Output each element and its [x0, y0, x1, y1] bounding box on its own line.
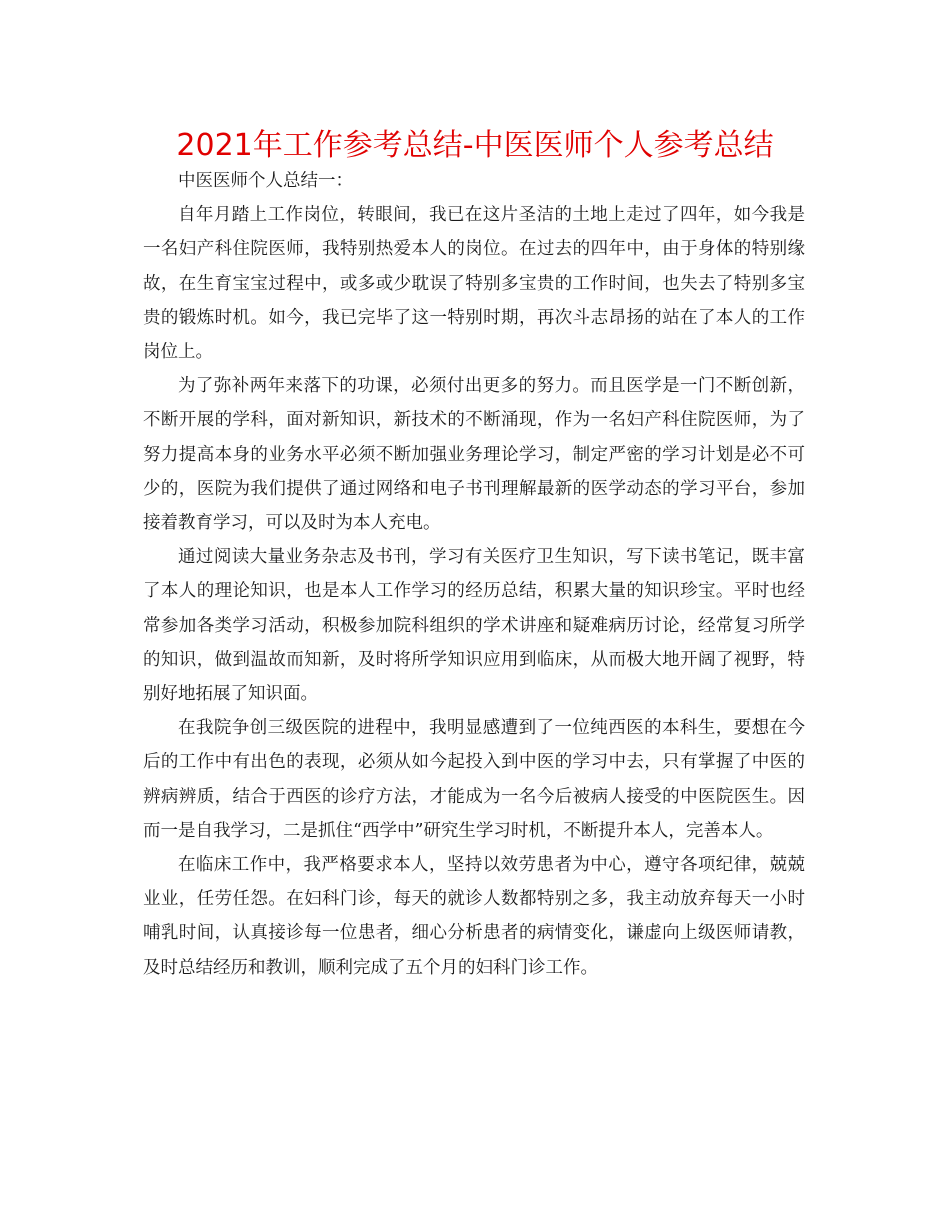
paragraph: 在我院争创三级医院的进程中，我明显感遭到了一位纯西医的本科生，要想在今后的工作中有出色的表现，必须从如今起投入到中医的学习中去，只有掌握了中医的辨病辨质，结合于西医的诊疗方法，才能成为一名今后被病人接受的中医院医生。因而一是自我学习，二是抓住“西学中”研究生学习时机，不断提升本人，完善本人。	[143, 718, 805, 841]
paragraph: 自年月踏上工作岗位，转眼间，我已在这片圣洁的土地上走过了四年，如今我是一名妇产科住院医师，我特别热爱本人的岗位。在过去的四年中，由于身体的特别缘故，在生育宝宝过程中，或多或少耽误了特别多宝贵的工作时间，也失去了特别多宝贵的锻炼时机。如今，我已完毕了这一特别时期，再次斗志昂扬的站在了本人的工作岗位上。	[143, 205, 805, 363]
paragraph: 通过阅读大量业务杂志及书刊，学习有关医疗卫生知识，写下读书笔记，既丰富了本人的理论知识，也是本人工作学习的经历总结，积累大量的知识珍宝。平时也经常参加各类学习活动，积极参加院科组织的学术讲座和疑难病历讨论，经常复习所学的知识，做到温故而知新，及时将所学知识应用到临床，从而极大地开阔了视野，特别好地拓展了知识面。	[143, 547, 805, 705]
paragraph: 在临床工作中，我严格要求本人，坚持以效劳患者为中心，遵守各项纪律，兢兢业业，任劳任怨。在妇科门诊，每天的就诊人数都特别之多，我主动放弃每天一小时哺乳时间，认真接诊每一位患者，细心分析患者的病情变化，谦虚向上级医师请教，及时总结经历和教训，顺利完成了五个月的妇科门诊工作。	[143, 855, 805, 978]
document-body	[143, 164, 805, 985]
section-heading: 中医医师个人总结一：	[178, 171, 353, 191]
document-title: 2021年工作参考总结-中医医师个人参考总结	[176, 128, 774, 163]
paragraph: 为了弥补两年来落下的功课，必须付出更多的努力。而且医学是一门不断创新，不断开展的学科，面对新知识，新技术的不断涌现，作为一名妇产科住院医师，为了努力提高本身的业务水平必须不断加强业务理论学习，制定严密的学习计划是必不可少的，医院为我们提供了通过网络和电子书刊理解最新的医学动态的学习平台，参加接着教育学习，可以及时为本人充电。	[143, 376, 805, 534]
